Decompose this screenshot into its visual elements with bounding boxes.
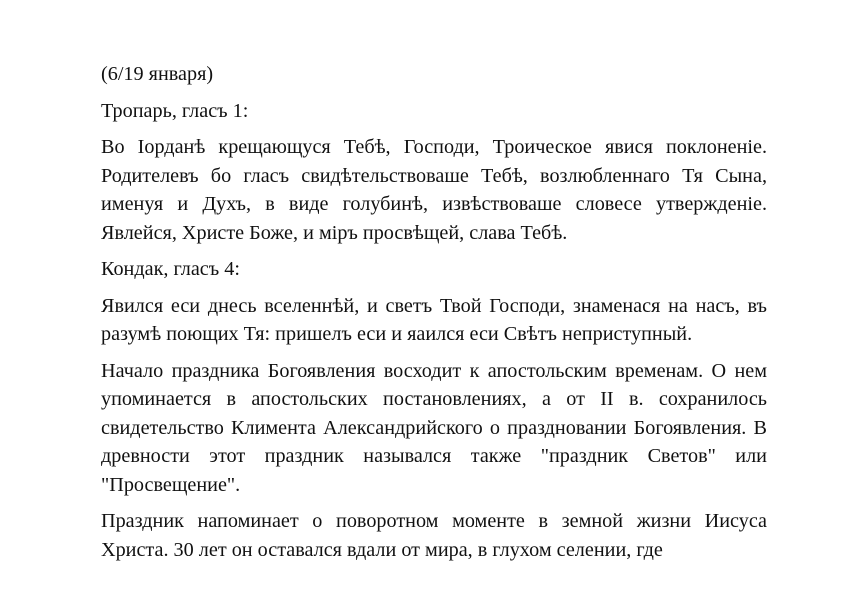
document-page: [101, 60, 767, 572]
history-paragraph: Начало праздника Богоявления восходит к апостольским временам. О нем упоминается в апостольских постановлениях, а от II в. сохранилось свидетельство Климента Александрийского о праздновании Богоявления. В древности этот праздник назывался также "праздник Светов" или "Просвещение".: [101, 359, 767, 496]
kontakion-text: Явился еси днесь вселеннѣй, и светъ Твой Господи, знаменася на насъ, въ разумѣ поющих Тя: пришелъ еси и яаился еси Свѣтъ неприступный.: [101, 294, 767, 345]
kontakion-heading: Кондак, гласъ 4:: [101, 258, 240, 280]
troparion-heading: Тропарь, гласъ 1:: [101, 99, 249, 122]
meaning-paragraph: Праздник напоминает о поворотном моменте в земной жизни Иисуса Христа. 30 лет он оставался вдали от мира, в глухом селении, где: [101, 510, 767, 561]
date-line: (6/19 января): [101, 63, 214, 85]
troparion-text: Во Іорданѣ крещающуся Тебѣ, Господи, Троическое явися поклоненіе. Родителевъ бо гласъ свидѣтельствоваше Тебѣ, возлюбленнаго Тя Сына, именуя и Духъ, в виде голубинѣ, извѣствоваше словесе утвержденіе. Явлейся, Христе Боже, и міръ просвѣщей, слава Тебѣ.: [101, 136, 767, 244]
